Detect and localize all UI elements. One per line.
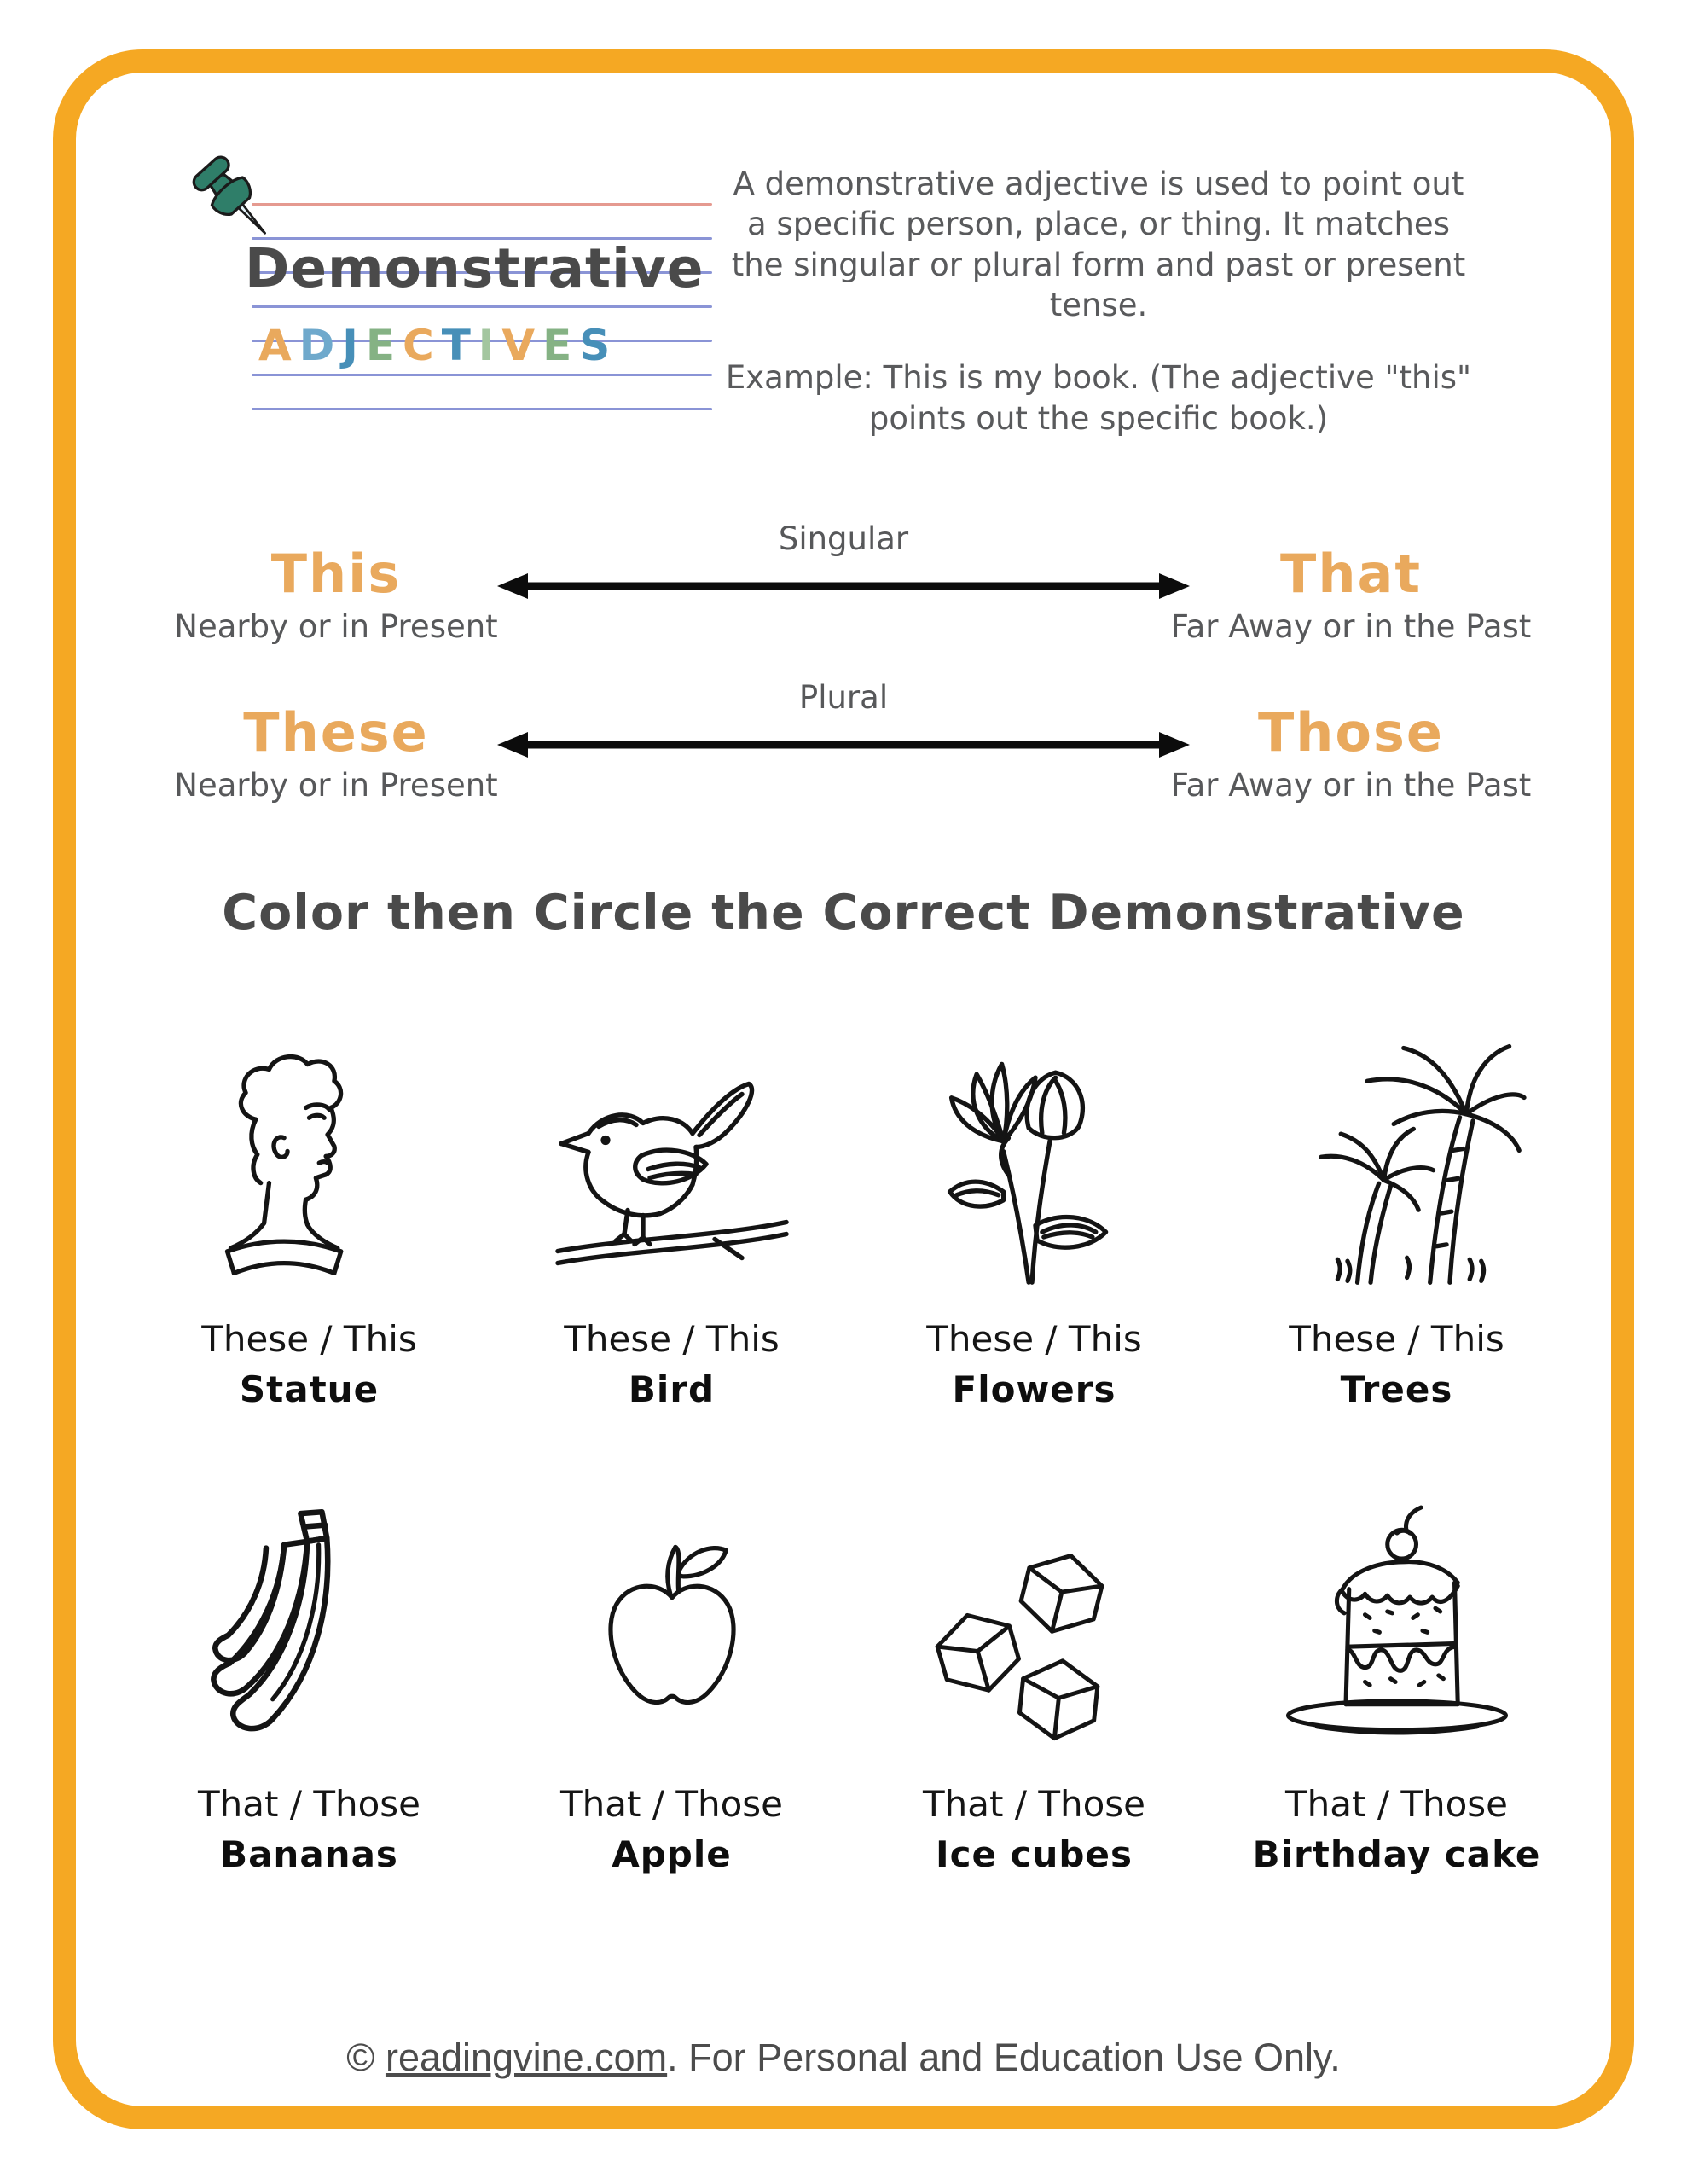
diagram-plural-label: Plural [798,679,889,716]
worksheet-item-bananas [128,1491,490,1875]
worksheet-grid [128,1026,1578,1875]
adjectives-letter: S [579,321,618,370]
word-these: These [243,701,429,764]
activity-heading: Color then Circle the Correct Demonstrative [222,885,1465,941]
adjectives-letter: E [542,321,580,370]
item-name: Apple [612,1833,732,1875]
diagram-plural-left [174,679,498,804]
diagram-singular-middle [494,520,1193,603]
example-text: Example: This is my book. (The adjective "this" points out the specific book.) [725,359,1472,437]
item-name: Statue [239,1368,380,1410]
adjectives-letter: T [441,321,478,370]
statue-illustration [209,1026,409,1291]
word-that: That [1280,543,1422,605]
bananas-illustration [199,1491,420,1756]
choice-label: That / Those [197,1783,421,1825]
choice-label: That / Those [559,1783,784,1825]
adjectives-letter: V [501,321,543,370]
worksheet-item-birthday-cake [1215,1491,1578,1875]
flowers-illustration [919,1026,1150,1291]
birthday-cake-illustration [1269,1491,1525,1756]
item-name: Flowers [952,1368,1116,1410]
adjectives-letter: A [258,321,299,370]
diagram-plural-right [1170,679,1532,804]
choice-label: These / This [564,1318,780,1360]
subtitle-nearby: Nearby or in Present [174,767,498,804]
worksheet-item-ice-cubes [853,1491,1215,1875]
subtitle-nearby: Nearby or in Present [174,608,498,645]
left-right-arrow-icon [494,569,1193,603]
adjectives-letter: C [402,321,442,370]
choice-label: These / This [926,1318,1142,1360]
item-name: Bananas [220,1833,398,1875]
logo-title: Demonstrative [245,237,704,299]
logo-block [200,177,712,459]
copyright-prefix: © [346,2036,386,2079]
subtitle-far-away: Far Away or in the Past [1170,767,1532,804]
palm-trees-illustration [1265,1026,1529,1291]
adjectives-letter: D [299,321,343,370]
diagram-singular-left [174,520,498,645]
header [128,128,1559,435]
bird-illustration [544,1026,800,1291]
diagram-plural-middle [494,679,1193,762]
word-those: Those [1258,701,1444,764]
subtitle-far-away: Far Away or in the Past [1170,608,1532,645]
logo-subtitle [258,321,617,370]
diagram-singular-right [1170,520,1532,645]
apple-illustration [574,1491,770,1756]
readingvine-link[interactable]: readingvine.com [385,2036,668,2079]
diagram-singular [174,520,1532,645]
worksheet-item-trees [1215,1026,1578,1410]
worksheet-item-flowers [853,1026,1215,1410]
choice-label: That / Those [922,1783,1146,1825]
adjectives-letter: I [478,321,502,370]
item-name: Bird [628,1368,716,1410]
diagrams [128,520,1559,804]
worksheet-item-bird [490,1026,853,1410]
intro-block [723,164,1474,435]
left-right-arrow-icon [494,728,1193,762]
choice-label: That / Those [1284,1783,1509,1825]
ice-cubes-illustration [919,1491,1150,1756]
worksheet-item-statue [128,1026,490,1410]
word-this: This [270,543,402,605]
choice-label: These / This [1289,1318,1504,1360]
definition-text: A demonstrative adjective is used to point out a specific person, place, or thing. It matches the singular or plural form and past or present tense. [731,166,1466,324]
copyright-suffix: . For Personal and Education Use Only. [667,2036,1341,2079]
diagram-singular-label: Singular [778,520,909,557]
choice-label: These / This [201,1318,417,1360]
item-name: Ice cubes [936,1833,1133,1875]
footer [128,2036,1559,2080]
adjectives-letter: J [342,321,366,370]
diagram-plural [174,679,1532,804]
worksheet-item-apple [490,1491,853,1875]
item-name: Trees [1340,1368,1453,1410]
item-name: Birthday cake [1252,1833,1541,1875]
adjectives-letter: E [365,321,403,370]
